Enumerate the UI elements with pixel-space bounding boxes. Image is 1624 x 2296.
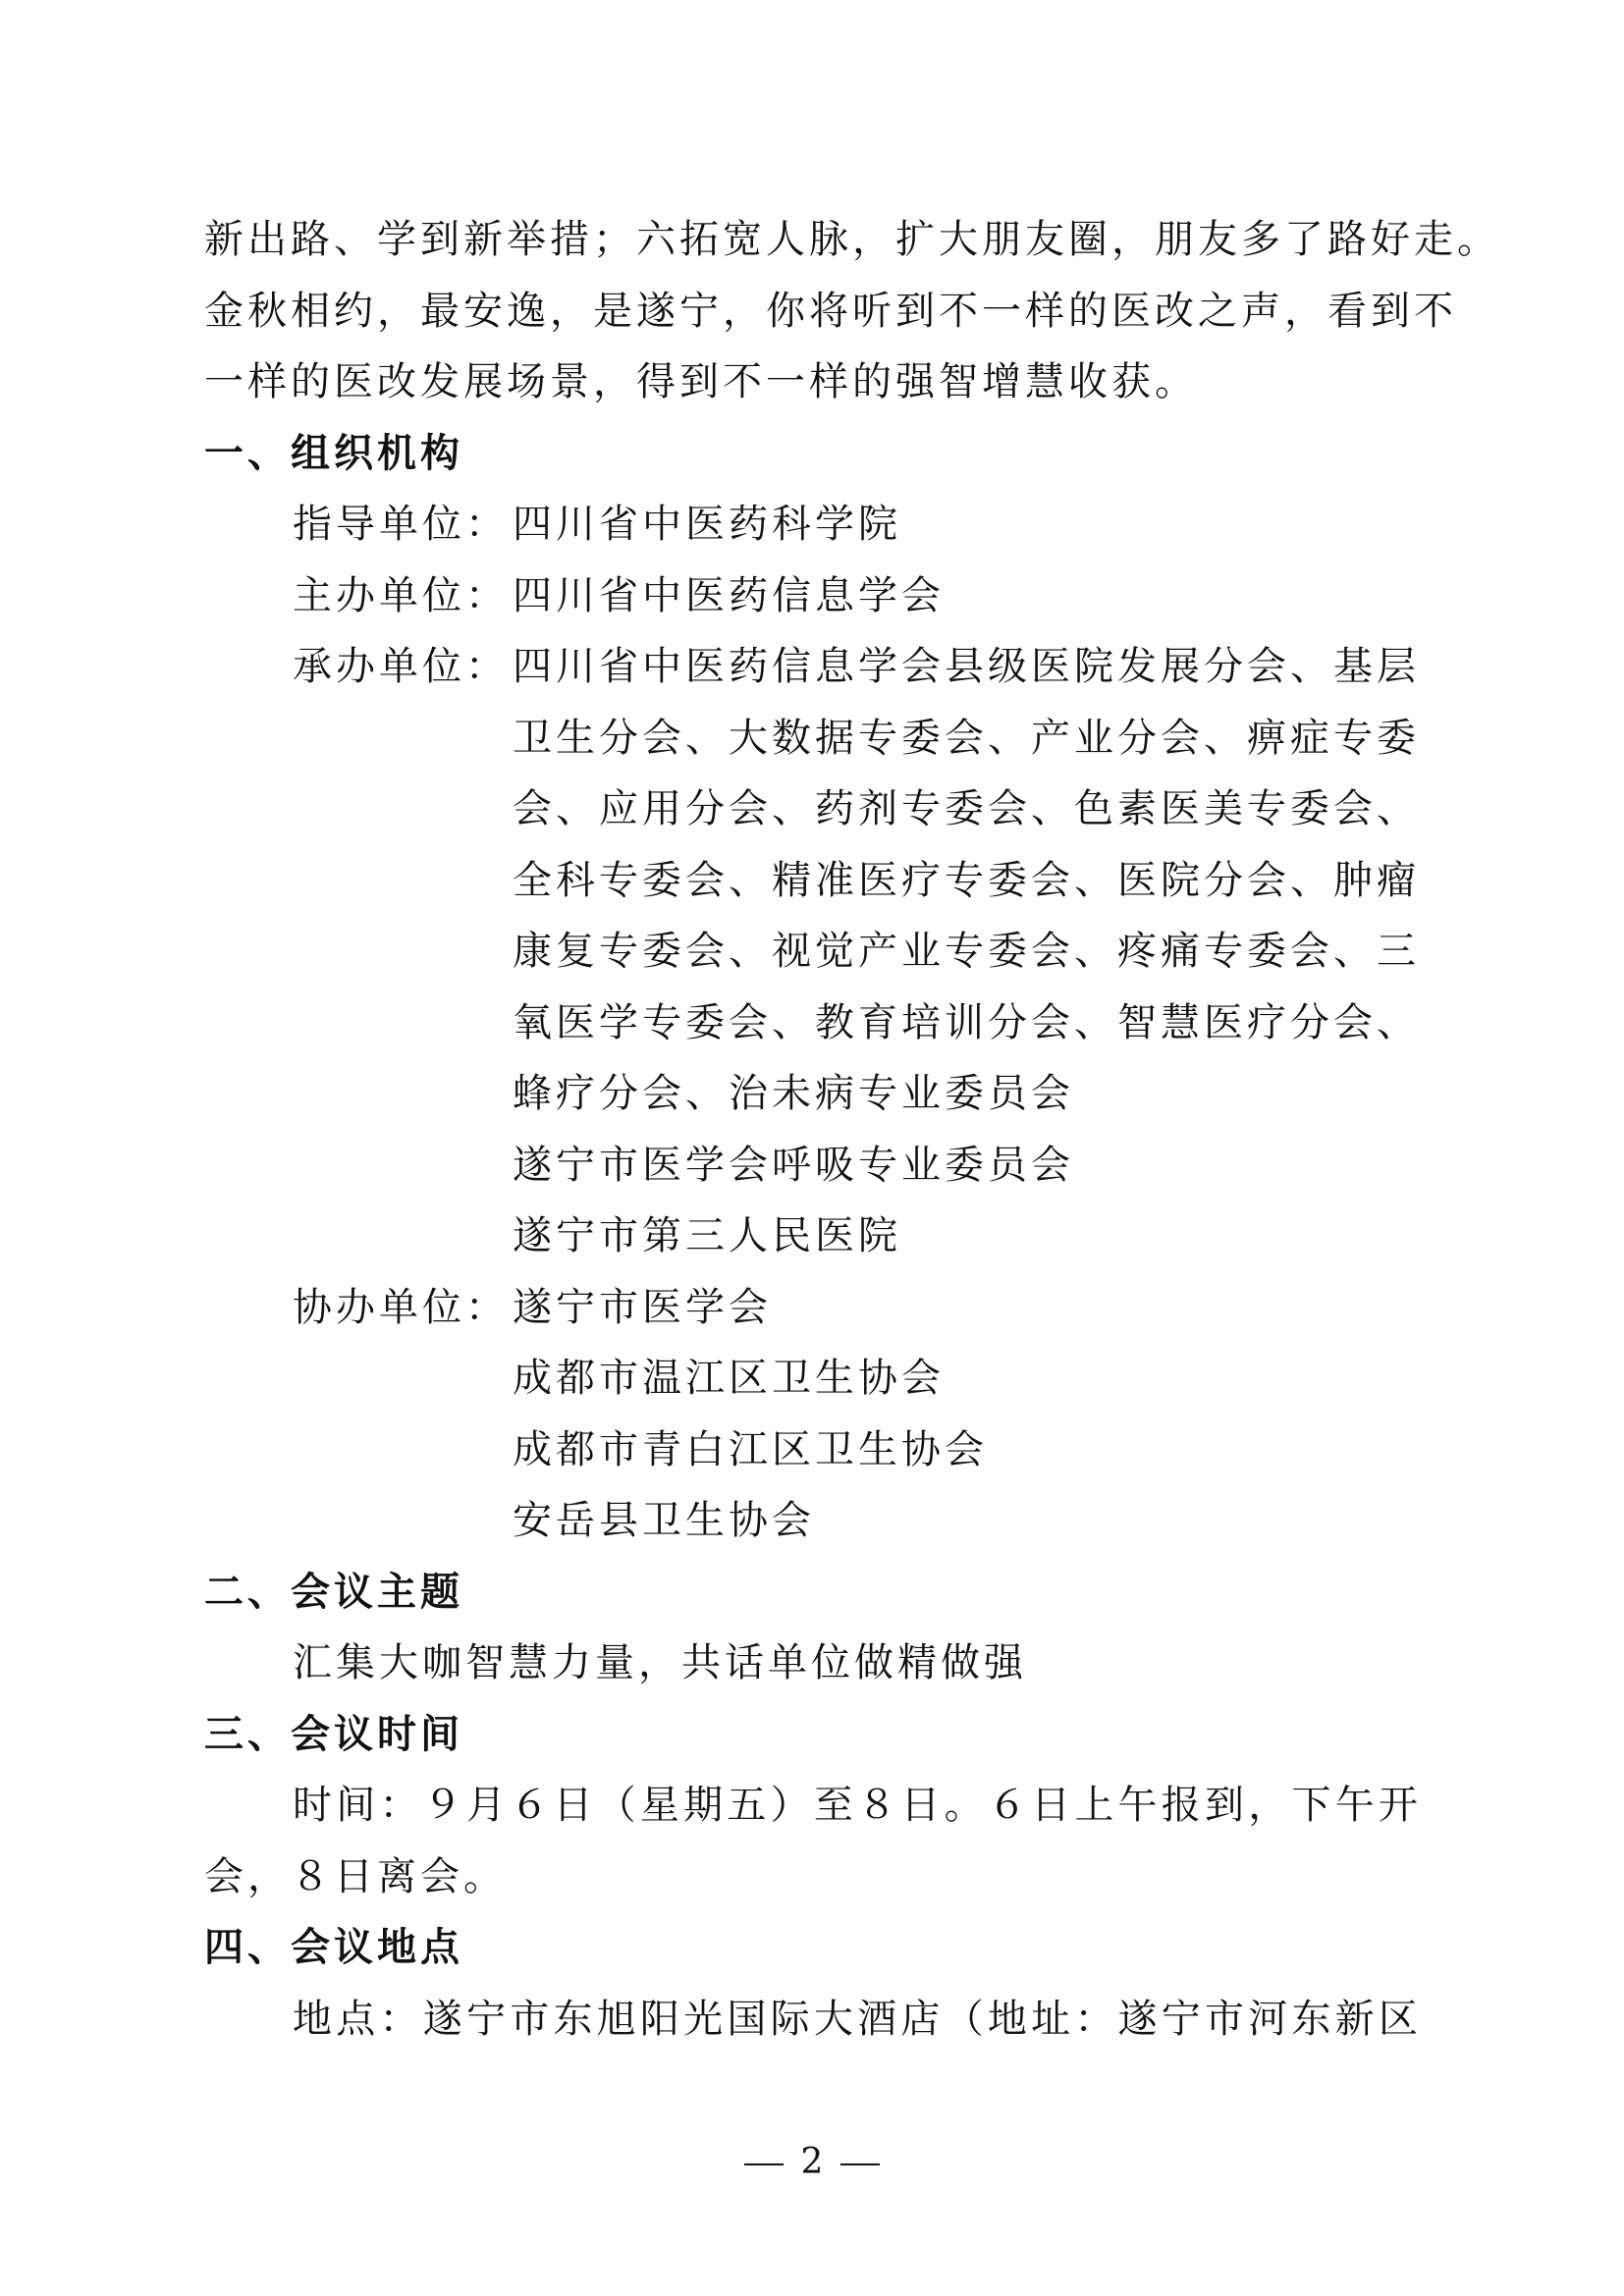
venue-text: 地点：遂宁市东旭阳光国际大酒店（地址：遂宁市河东新区 <box>293 1996 1422 2042</box>
page-number-value: 2 <box>800 2142 824 2182</box>
co-organizer-unit-row <box>204 1278 1422 1350</box>
co-organizer-unit-value: 遂宁市医学会 <box>513 1284 772 1330</box>
section-heading-organization: 一、组织机构 <box>204 430 463 476</box>
dash-left <box>744 2163 784 2165</box>
organizer-unit-value: 蜂疗分会、治未病专业委员会 <box>513 1071 1074 1116</box>
co-organizer-unit-value: 成都市温江区卫生协会 <box>513 1356 945 1401</box>
intro-line: 金秋相约，最安逸，是遂宁，你将听到不一样的医改之声，看到不 <box>204 288 1457 334</box>
section-heading-theme: 二、会议主题 <box>204 1569 463 1615</box>
time-text: 会，８日离会。 <box>204 1853 507 1899</box>
time-text: 时间：９月６日（星期五）至８日。６日上午报到，下午开 <box>293 1783 1422 1828</box>
host-unit-value: 四川省中医药信息学会 <box>513 572 945 618</box>
intro-line: 新出路、学到新举措；六拓宽人脉，扩大朋友圈，朋友多了路好走。 <box>204 217 1500 262</box>
organizer-unit-row <box>204 637 1422 709</box>
theme-text: 汇集大咖智慧力量，共话单位做精做强 <box>293 1640 1027 1685</box>
organizer-unit-value: 遂宁市第三人民医院 <box>513 1213 901 1258</box>
dash-right <box>840 2163 880 2165</box>
organizer-unit-label: 承办单位： <box>293 644 509 689</box>
host-unit-row <box>204 566 1422 638</box>
guide-unit-row <box>204 495 1422 566</box>
organizer-unit-value: 遂宁市医学会呼吸专业委员会 <box>513 1142 1074 1188</box>
section-heading-venue: 四、会议地点 <box>204 1925 463 1970</box>
organizer-unit-value: 会、应用分会、药剂专委会、色素医美专委会、 <box>513 786 1420 831</box>
co-organizer-unit-value: 安岳县卫生协会 <box>513 1498 815 1543</box>
guide-unit-label: 指导单位： <box>293 502 509 547</box>
intro-line: 一样的医改发展场景，得到不一样的强智增慧收获。 <box>204 359 1198 404</box>
organizer-unit-value: 康复专委会、视觉产业专委会、疼痛专委会、三 <box>513 929 1420 974</box>
document-body <box>204 210 1500 2060</box>
organizer-unit-value: 四川省中医药信息学会县级医院发展分会、基层 <box>513 644 1420 689</box>
host-unit-label: 主办单位： <box>293 572 509 618</box>
guide-unit-value: 四川省中医药科学院 <box>513 502 901 547</box>
co-organizer-unit-value: 成都市青白江区卫生协会 <box>513 1426 988 1472</box>
page-number <box>0 2142 1624 2182</box>
organizer-unit-value: 氧医学专委会、教育培训分会、智慧医疗分会、 <box>513 999 1420 1045</box>
co-organizer-unit-label: 协办单位： <box>293 1284 509 1330</box>
organizer-unit-value: 全科专委会、精准医疗专委会、医院分会、肿瘤 <box>513 857 1420 903</box>
organizer-unit-value: 卫生分会、大数据专委会、产业分会、痹症专委 <box>513 715 1420 761</box>
section-heading-time: 三、会议时间 <box>204 1711 463 1757</box>
